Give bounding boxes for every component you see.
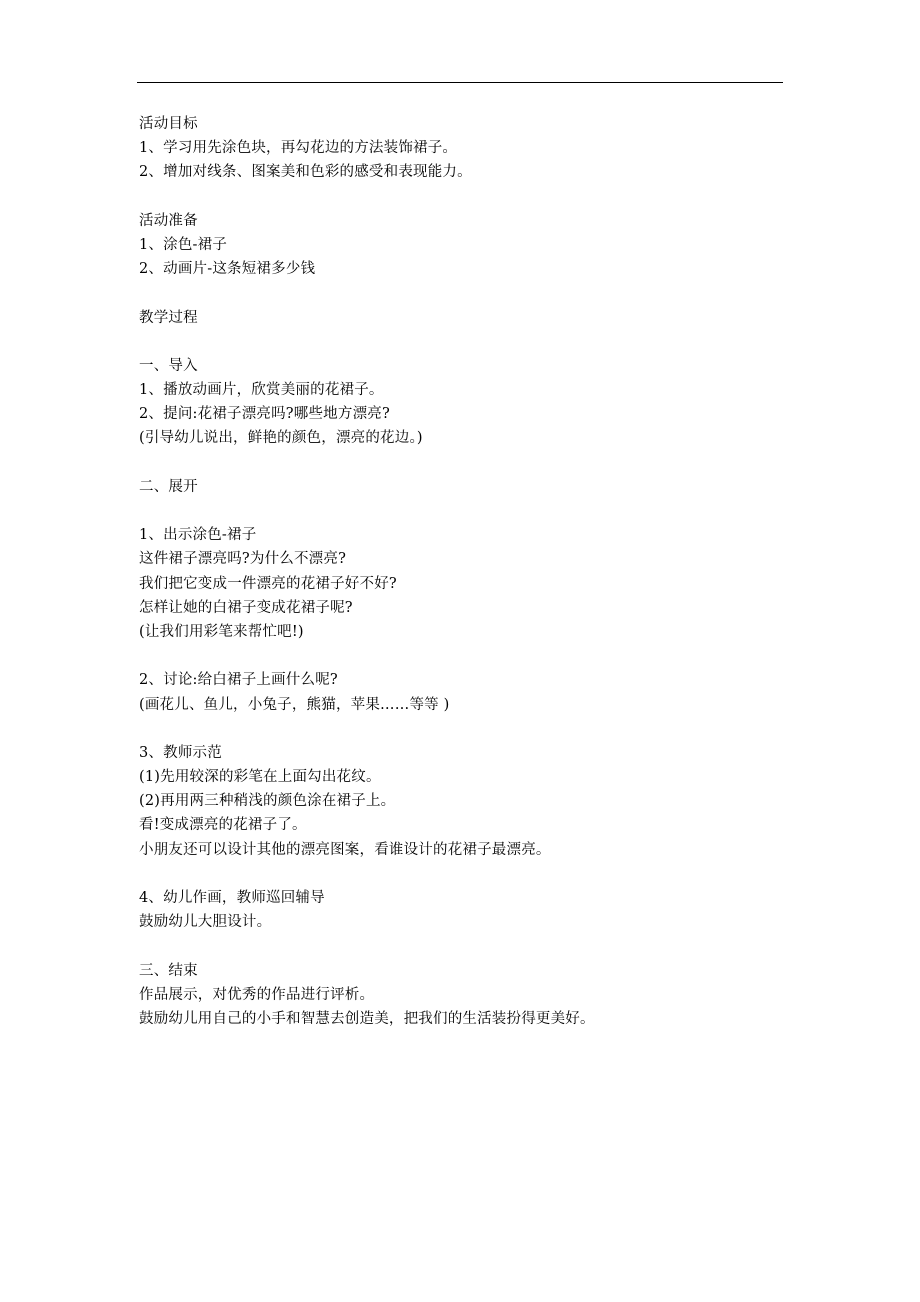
blank-line	[139, 934, 799, 958]
text-line: 小朋友还可以设计其他的漂亮图案，看谁设计的花裙子最漂亮。	[139, 841, 551, 858]
section-first-line: 三、结束	[139, 962, 198, 979]
blank-line	[139, 644, 799, 668]
text-line: 2、增加对线条、图案美和色彩的感受和表现能力。	[139, 164, 472, 181]
section-first-line: 3、教师示范	[139, 744, 222, 761]
section-first-line: 1、出示涂色-裙子	[139, 527, 257, 544]
doc-section	[139, 354, 799, 451]
text-line: 这件裙子漂亮吗?为什么不漂亮?	[139, 551, 347, 568]
doc-section	[139, 886, 799, 934]
text-line: (1)先用较深的彩笔在上面勾出花纹。	[139, 769, 381, 786]
text-line: 作品展示，对优秀的作品进行评析。	[139, 986, 375, 1003]
text-line: (让我们用彩笔来帮忙吧!)	[139, 623, 304, 640]
blank-line	[139, 862, 799, 886]
text-line: (2)再用两三种稍浅的颜色涂在裙子上。	[139, 793, 396, 810]
header-rule	[137, 82, 783, 83]
section-first-line: 活动目标	[139, 116, 198, 132]
section-first-line: 二、展开	[139, 478, 198, 495]
doc-section	[139, 306, 799, 330]
doc-section	[139, 475, 799, 499]
blank-line	[139, 281, 799, 305]
blank-line	[139, 717, 799, 741]
doc-section	[139, 112, 799, 185]
section-first-line: 4、幼儿作画，教师巡回辅导	[139, 890, 325, 906]
blank-line	[139, 451, 799, 475]
section-first-line: 活动准备	[139, 212, 198, 229]
text-line: 1、播放动画片，欣赏美丽的花裙子。	[139, 382, 384, 399]
blank-line	[139, 499, 799, 523]
text-line: 鼓励幼儿大胆设计。	[139, 914, 272, 931]
text-line: (画花儿、鱼儿，小兔子，熊猫，苹果……等等 )	[139, 696, 450, 713]
text-line: 1、学习用先涂色块，再勾花边的方法装饰裙子。	[139, 140, 458, 157]
text-line: 怎样让她的白裙子变成花裙子呢?	[139, 599, 353, 616]
text-line: 看!变成漂亮的花裙子了。	[139, 817, 307, 834]
section-first-line: 一、导入	[139, 357, 198, 374]
text-line: 我们把它变成一件漂亮的花裙子好不好?	[139, 575, 397, 592]
doc-section	[139, 209, 799, 282]
text-line: (引导幼儿说出，鲜艳的颜色，漂亮的花边。)	[139, 430, 423, 447]
doc-section	[139, 523, 799, 644]
text-line: 鼓励幼儿用自己的小手和智慧去创造美，把我们的生活装扮得更美好。	[139, 1010, 595, 1027]
text-line: 1、涂色-裙子	[139, 236, 228, 253]
blank-line	[139, 330, 799, 354]
section-first-line: 2、讨论:给白裙子上画什么呢?	[139, 672, 338, 689]
blank-line	[139, 185, 799, 209]
doc-section	[139, 741, 799, 862]
text-line: 2、提问:花裙子漂亮吗?哪些地方漂亮?	[139, 406, 390, 423]
doc-section	[139, 959, 799, 1032]
doc-section	[139, 668, 799, 716]
section-first-line: 教学过程	[139, 309, 198, 326]
text-line: 2、动画片-这条短裙多少钱	[139, 261, 316, 278]
document-body	[139, 112, 799, 1031]
